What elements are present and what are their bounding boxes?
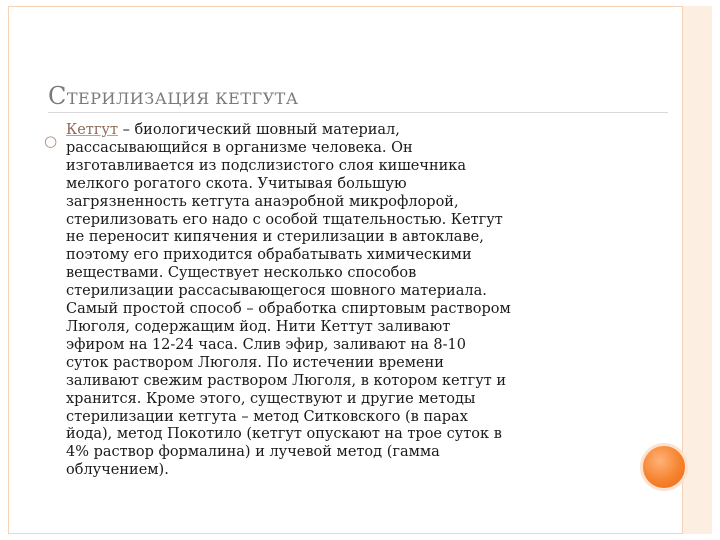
title-rest: ТЕРИЛИЗАЦИЯ КЕТГУТА (66, 89, 299, 108)
title-divider (48, 112, 668, 113)
body-paragraph: – биологический шовный материал, рассасывающийся в организме человека. Он изготавливается из подслизистого слоя кишечника мелкого рогатого скота. Учитывая большую загрязненность кетгута анаэробной микрофлорой, стерилизовать его надо с особой тщательностью. Кетгут не переносит кипячения и стерилизации в автоклаве, поэтому его приходится обрабатывать химическими веществами. Существует несколько способов стерилизации рассасывающегося шовного материала. Самый простой способ – обработка спиртовым раствором Люголя, содержащим йод. Нити Кеттут заливают эфиром на 12-24 часа. Слив эфир, заливают на 8-10 суток раствором Люголя. По истечении времени заливают свежим раствором Люголя, в котором кетгут и хранится. Кроме этого, существуют и другие методы стерилизации кетгута – метод Ситковского (в парах йода), метод Покотило (кетгут опускают на трое суток в 4% раствор формалина) и лучевой метод (гамма облучением). (66, 122, 511, 479)
circle-bullet-icon: ○ (44, 132, 58, 150)
title-first-letter: С (48, 82, 67, 110)
ketgut-link[interactable]: Кетгут (66, 122, 118, 138)
slide-body-text (66, 122, 686, 480)
slide-title (48, 82, 298, 110)
decorative-side-band (682, 6, 712, 534)
decorative-orange-circle (640, 443, 688, 491)
